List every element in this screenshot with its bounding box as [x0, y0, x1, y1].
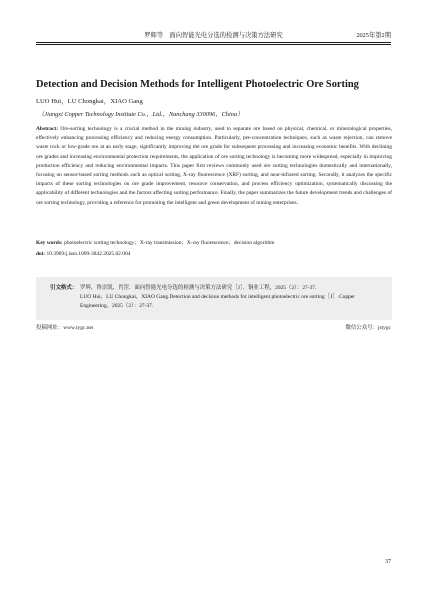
keywords-text: photoelectric sorting technology；X-ray transmission；X-ray fluorescence；decision algorithm [64, 240, 275, 246]
doi-label: doi: [36, 251, 46, 257]
author-affiliation: （Jiangxi Copper Technology Institute Co.，Ltd.，Nanchang 330096，China） [38, 111, 244, 118]
keywords [36, 239, 392, 248]
citation-box [36, 277, 392, 320]
running-header-title: 罗辉等 面向智能光电分选的检测与决策方法研究 [144, 32, 283, 39]
wechat-account: 微信公众号：jstygc [345, 325, 391, 331]
citation-english: LUO Hui，LU Chongkai，XIAO Gang.Detection and decision methods for intelligent photoelectric ore sorting［J］.Copper Engineering，2025（2）：27-37. [80, 294, 355, 309]
abstract-label: Abstract: [36, 126, 59, 132]
keywords-label: Key words: [36, 240, 63, 246]
author-list: LUO Hui，LU Chongkai，XIAO Gang [36, 98, 143, 105]
issue-label: 2025年第2期 [356, 32, 391, 39]
abstract-text: Ore-sorting technology is a crucial method in the mining industry, used to separate ore based on physical, chemical, or mineralogical properties, effectively enhancing processing efficiency and reducing energy consumption. Particularly, pre-concentration techniques, such as waste rejection, can remove waste rock or low-grade ore at an early stage, significantly improving the ore grade for subsequent processing and increasing economic benefits. With declining ore grades and increasing environmental protection requirements, the application of ore sorting technology is becoming more widespread, especially in improving production efficiency and reducing environmental impacts. This paper first reviews commonly used ore sorting technologies domestically and internationally, focusing on sensor-based sorting methods such as optical sorting, X-ray fluorescence (XRF) sorting, and near-infrared sorting. Secondly, it analyzes the specific impacts of these sorting technologies on ore grade improvement, resource conservation, and process efficiency optimization, systematically discussing the applicability of different technologies and the factors affecting sorting performance. Finally, the paper summarizes the future development trends and challenges of ore sorting technology, providing a reference for promoting the intelligent and green development of mining enterprises. [36, 126, 393, 206]
abstract [36, 125, 392, 208]
article-title: Detection and Decision Methods for Intelligent Photoelectric Ore Sorting [36, 79, 359, 90]
citation-label: 引文格式： [50, 285, 78, 291]
page-number: 37 [385, 559, 391, 565]
citation-chinese: 罗辉，鲁崇凯，肖罡．面向智能光电分选的检测与决策方法研究［J］．铜业工程，2025（2）：27-37． [80, 285, 321, 291]
doi [36, 250, 392, 259]
doi-value[interactable]: 10.3969/j.issn.1009-3842.2025.02.004 [46, 251, 131, 257]
submission-url[interactable]: 投稿网址：www.tygc.net [36, 325, 94, 331]
header-rule [36, 42, 391, 43]
header-rule-thin [36, 44, 391, 45]
